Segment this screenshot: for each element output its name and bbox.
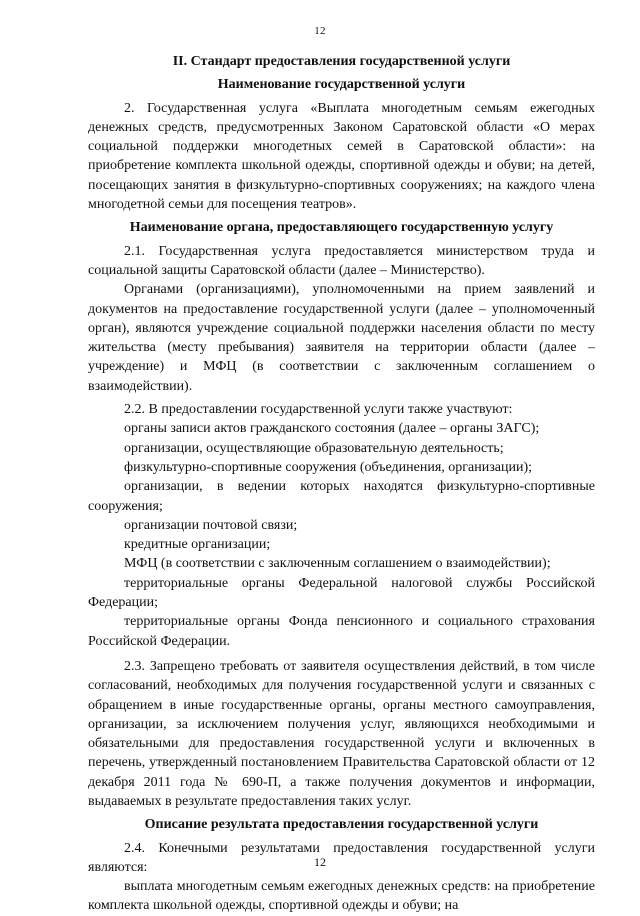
- list-item-participant: территориальные органы Фонда пенсионного и социального страхования Российской Федерации.: [88, 614, 595, 649]
- paragraph-2-4-result: выплата многодетным семьям ежегодных денежных средств: на приобретение комплекта школьной одежды, спортивной одежды и обуви; на: [88, 879, 595, 914]
- paragraph-2-4: 2.4. Конечными результатами предоставления государственной услуги являются:: [88, 840, 595, 875]
- paragraph-2-1: 2.1. Государственная услуга предоставляется министерством труда и социальной защиты Саратовской области (далее – Министерство).: [88, 243, 595, 278]
- paragraph-2: 2. Государственная услуга «Выплата многодетным семьям ежегодных денежных средств, предусмотренных Законом Саратовской области «О мерах социальной поддержки многодетных семей в Саратовской области»: на приобретение комплекта школьной одежды, спортивной одежды и обуви; на детей, посещающих занятия в физкультурно-спортивных сооружениях; на каждого члена многодетной семьи для посещения театров».: [88, 100, 595, 213]
- subsection-title-organ: Наименование органа, предоставляющего государственную услугу: [129, 220, 554, 236]
- list-item-participant: организации, осуществляющие образовательную деятельность;: [124, 440, 504, 456]
- list-item-participant: физкультурно-спортивные сооружения (объединения, организации);: [124, 459, 532, 475]
- document-body: [88, 50, 595, 916]
- list-item-participant: организации, в ведении которых находятся физкультурно-спортивные сооружения;: [88, 479, 595, 514]
- subsection-title-result: Описание результата предоставления государственной услуги: [144, 817, 539, 833]
- list-item-participant: территориальные органы Федеральной налоговой службы Российской Федерации;: [88, 575, 595, 611]
- paragraph-2-1-organs: Органами (организациями), уполномоченными на прием заявлений и документов на предоставление государственной услуги (далее – уполномоченный орган), являются учреждение социальной поддержки населения области по месту жительства (месту пребывания) заявителя на территории области (далее – учреждение) и МФЦ (в соответствии с заключенным соглашением о взаимодействии).: [88, 282, 595, 394]
- list-item-participant: кредитные организации;: [124, 537, 271, 553]
- list-item-participant: МФЦ (в соответствии с заключенным соглашением о взаимодействии);: [124, 556, 551, 572]
- paragraph-2-3: 2.3. Запрещено требовать от заявителя осуществления действий, в том числе согласований, необходимых для получения государственной услуги и связанных с обращением в иные государственные органы, органы местного самоуправления, организации, за исключением получения услуг, являющихся необходимыми и обязательными для предоставления государственной услуги и включенных в перечень, утвержденный постановлением Правительства Саратовской области от 12 декабря 2011 года № 690-П, а также получения документов и информации, выдаваемых в результате предоставления таких услуг.: [88, 658, 595, 809]
- subsection-title-service-name: Наименование государственной услуги: [217, 77, 466, 93]
- list-item-participant: органы записи актов гражданского состояния (далее – органы ЗАГС);: [124, 421, 540, 437]
- list-item-participant: организации почтовой связи;: [124, 517, 298, 533]
- page-number-bottom: 12: [314, 855, 326, 869]
- section-title: II. Стандарт предоставления государственной услуги: [172, 54, 511, 69]
- page-number-top: 12: [314, 25, 326, 37]
- paragraph-2-2: 2.2. В предоставлении государственной услуги также участвуют:: [124, 402, 513, 418]
